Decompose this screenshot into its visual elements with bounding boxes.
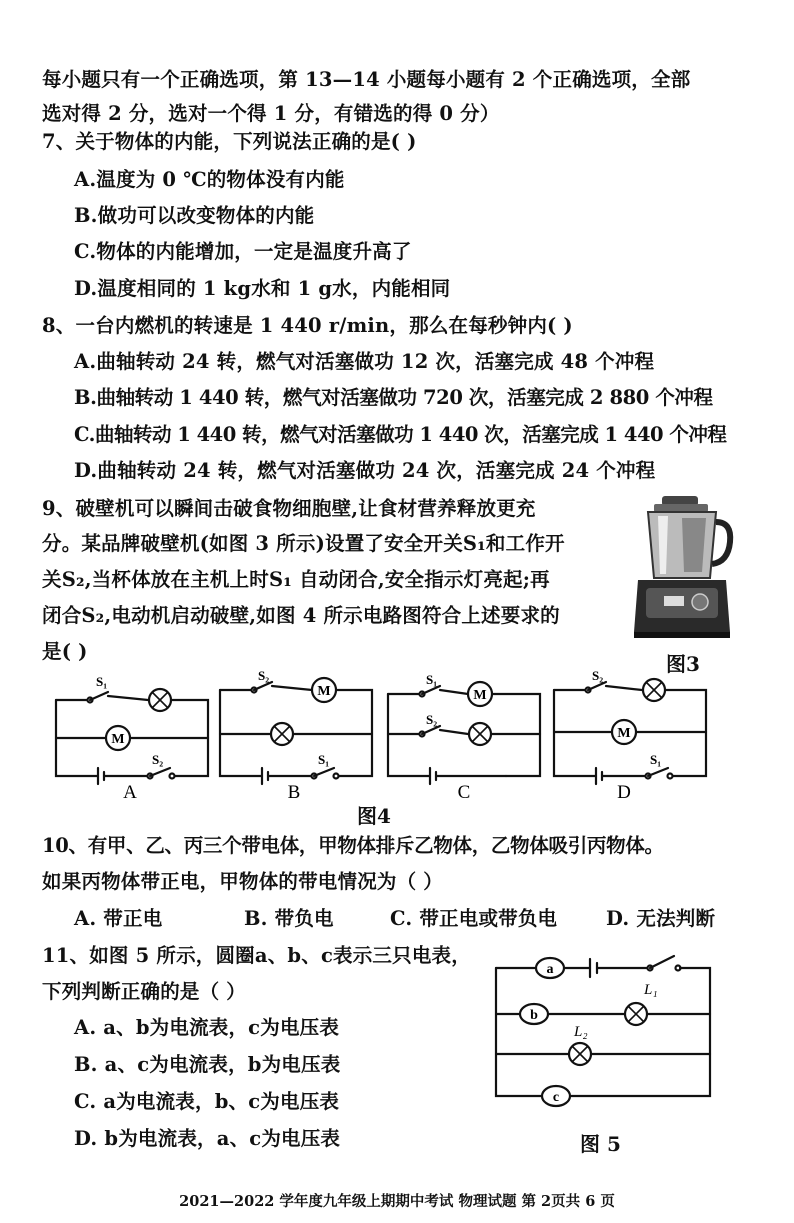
q10-option-c: C. 带正电或带负电: [390, 907, 558, 930]
q7-stem: 7、关于物体的内能，下列说法正确的是( ): [42, 130, 417, 153]
q7-option-c: C.物体的内能增加，一定是温度升高了: [74, 240, 412, 263]
page-footer: 2021—2022 学年度九年级上期期中考试 物理试题 第 2页共 6 页: [179, 1193, 615, 1210]
circuit-d-s2-label: S₂: [592, 668, 604, 683]
circuit-a-motor-label: M: [111, 732, 125, 747]
q7-option-a: A.温度为 0 ℃的物体没有内能: [74, 168, 345, 191]
figure-5-circuit: [494, 944, 714, 1120]
circuit-b-label: B: [287, 782, 301, 803]
circuit-b-s2-label: S₂: [258, 668, 270, 683]
figure-3-caption: 图3: [666, 652, 700, 676]
lamp-l2-label: L₂: [574, 1024, 588, 1040]
q11-option-c: C. a为电流表，b、c为电压表: [74, 1090, 340, 1113]
intro-line-1: 每小题只有一个正确选项，第 13—14 小题每小题有 2 个正确选项，全部: [42, 68, 691, 91]
circuit-a-label: A: [123, 782, 137, 803]
q11-option-a: A. a、b为电流表，c为电压表: [74, 1016, 340, 1039]
circuit-c-motor-label: M: [473, 688, 487, 703]
q10-option-b: B. 带负电: [244, 907, 334, 930]
q10-line-1: 10、有甲、乙、丙三个带电体，甲物体排斥乙物体，乙物体吸引丙物体。: [42, 834, 664, 857]
circuit-d-s1-label: S₁: [650, 752, 662, 767]
q8-option-c: C.曲轴转动 1 440 转，燃气对活塞做功 1 440 次，活塞完成 1 440 个冲程: [74, 423, 727, 446]
meter-a-label: a: [546, 962, 554, 977]
q11-line-2: 下列判断正确的是（ ）: [42, 980, 246, 1003]
circuit-a-s2-label: S₂: [152, 752, 164, 767]
q11-line-1: 11、如图 5 所示，圆圈a、b、c表示三只电表，: [42, 944, 471, 967]
q9-line-1: 9、破壁机可以瞬间击破食物细胞壁,让食材营养释放更充: [42, 497, 536, 520]
q9-line-4: 闭合S₂,电动机启动破壁,如图 4 所示电路图符合上述要求的: [42, 604, 560, 627]
circuit-d-motor-label: M: [617, 726, 631, 741]
q8-option-d: D.曲轴转动 24 转，燃气对活塞做功 24 次，活塞完成 24 个冲程: [74, 459, 656, 482]
circuit-b: [216, 668, 376, 803]
q9-line-5: 是( ): [42, 640, 88, 663]
figure-4-caption: 图4: [357, 804, 391, 828]
q9-line-2: 分。某品牌破壁机(如图 3 所示)设置了安全开关S₁和工作开: [42, 532, 565, 555]
circuit-a-s1-label: S₁: [96, 674, 108, 689]
figure-3-blender: [624, 492, 748, 642]
circuit-c-s2-label: S₂: [426, 712, 438, 727]
q10-option-a: A. 带正电: [74, 907, 163, 930]
meter-b-label: b: [530, 1008, 538, 1023]
q8-option-a: A.曲轴转动 24 转，燃气对活塞做功 12 次，活塞完成 48 个冲程: [74, 350, 655, 373]
circuit-d: [550, 668, 710, 803]
q10-line-2: 如果丙物体带正电，甲物体的带电情况为（ ）: [42, 870, 443, 893]
circuit-b-motor-label: M: [317, 684, 331, 699]
q7-option-b: B.做功可以改变物体的内能: [74, 204, 315, 227]
circuit-c-label: C: [457, 782, 471, 803]
q11-option-d: D. b为电流表，a、c为电压表: [74, 1127, 341, 1150]
q10-option-d: D. 无法判断: [606, 907, 716, 930]
meter-c-label: c: [552, 1090, 560, 1105]
circuit-d-label: D: [617, 782, 631, 803]
q8-stem: 8、一台内燃机的转速是 1 440 r/min，那么在每秒钟内( ): [42, 314, 573, 337]
q11-option-b: B. a、c为电流表，b为电压表: [74, 1053, 341, 1076]
lamp-l1-label: L₁: [644, 982, 658, 998]
intro-line-2: 选对得 2 分，选对一个得 1 分，有错选的得 0 分）: [42, 102, 500, 125]
q7-option-d: D.温度相同的 1 kg水和 1 g水，内能相同: [74, 277, 451, 300]
figure-5-caption: 图 5: [580, 1132, 621, 1156]
circuit-c-s1-label: S₁: [426, 672, 438, 687]
q8-option-b: B.曲轴转动 1 440 转，燃气对活塞做功 720 次，活塞完成 2 880 个冲程: [74, 386, 713, 409]
q9-line-3: 关S₂,当杯体放在主机上时S₁ 自动闭合,安全指示灯亮起;再: [42, 568, 550, 591]
circuit-b-s1-label: S₁: [318, 752, 330, 767]
circuit-a: [52, 672, 212, 802]
circuit-c: [384, 672, 544, 802]
